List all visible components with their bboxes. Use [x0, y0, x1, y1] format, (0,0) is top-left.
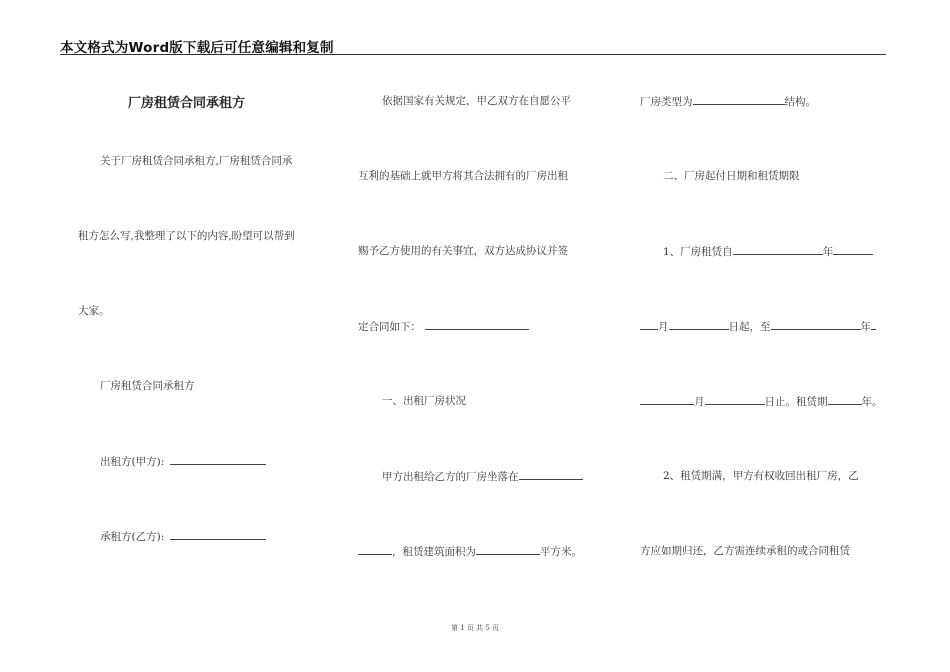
paragraph-line	[640, 394, 883, 409]
term-text: 1、厂房租赁自	[663, 246, 733, 258]
paragraph-line: 厂房租赁合同承租方	[100, 380, 195, 392]
paragraph-line	[640, 319, 876, 334]
end-text: 日止。租赁期	[764, 396, 828, 408]
paragraph-line: 互利的基础上就甲方将其合法拥有的厂房出租	[358, 170, 568, 182]
type-blank	[693, 94, 785, 105]
lessor-label: 出租方(甲方):	[100, 456, 165, 468]
paragraph-line	[358, 544, 582, 559]
header-divider	[60, 54, 886, 55]
section-heading: 一、出租厂房状况	[382, 395, 466, 407]
agreement-text: 定合同如下：	[358, 321, 421, 333]
end-day-blank	[705, 394, 765, 405]
year-text: 年	[822, 246, 834, 258]
document-header: 本文格式为Word版下载后可任意编辑和复制	[60, 40, 334, 56]
area-unit: 平方米。	[540, 546, 582, 558]
day-blank	[669, 319, 729, 330]
paragraph-line: 依据国家有关规定，甲乙双方在自愿公平	[382, 95, 571, 107]
paragraph-line: 租方怎么写,我整理了以下的内容,盼望可以帮到	[78, 230, 295, 242]
type-text: 厂房类型为	[640, 96, 693, 108]
paragraph-line: 2、租赁期满，甲方有权收回出租厂房，乙	[663, 470, 859, 482]
lessee-field	[100, 529, 266, 544]
start-text: 日起，至	[728, 321, 771, 333]
month-text: 月	[658, 321, 669, 333]
structure-text: 结构。	[784, 96, 816, 108]
paragraph-line	[663, 244, 873, 259]
paragraph-line	[640, 94, 816, 109]
section-heading: 二、厂房起付日期和租赁期限	[663, 170, 800, 182]
end-year-blank	[771, 319, 861, 330]
page-number: 第 1 页 共 5 页	[450, 624, 500, 632]
lessor-field	[100, 454, 266, 469]
area-text: ，租赁建筑面积为	[392, 546, 476, 558]
paragraph-line: 赐予乙方使用的有关事宜，双方达成协议并签	[358, 245, 568, 257]
paragraph-line	[358, 319, 529, 334]
end-year-text: 年	[860, 321, 871, 333]
end-month-text: 月	[694, 396, 705, 408]
lessee-blank	[170, 529, 266, 540]
period-unit: 年。	[861, 396, 883, 408]
paragraph-line	[382, 469, 583, 484]
month-blank	[833, 244, 873, 255]
location-blank	[358, 544, 392, 555]
month-blank	[640, 319, 658, 330]
lessee-label: 承租方(乙方):	[100, 531, 165, 543]
area-blank	[476, 544, 540, 555]
paragraph-line: 方应如期归还，乙方需连续承租的或合同租赁	[640, 545, 850, 557]
end-month-blank	[640, 394, 694, 405]
end-month-blank	[871, 319, 876, 330]
location-blank	[519, 469, 583, 480]
period-blank	[828, 394, 862, 405]
year-blank	[733, 244, 823, 255]
paragraph-line: 大家。	[78, 305, 110, 317]
agreement-blank	[425, 319, 529, 330]
document-title: 厂房租赁合同承租方	[128, 96, 246, 111]
lessor-blank	[170, 454, 266, 465]
location-text: 甲方出租给乙方的厂房坐落在	[382, 471, 519, 483]
paragraph-line: 关于厂房租赁合同承租方,厂房租赁合同承	[100, 155, 293, 167]
